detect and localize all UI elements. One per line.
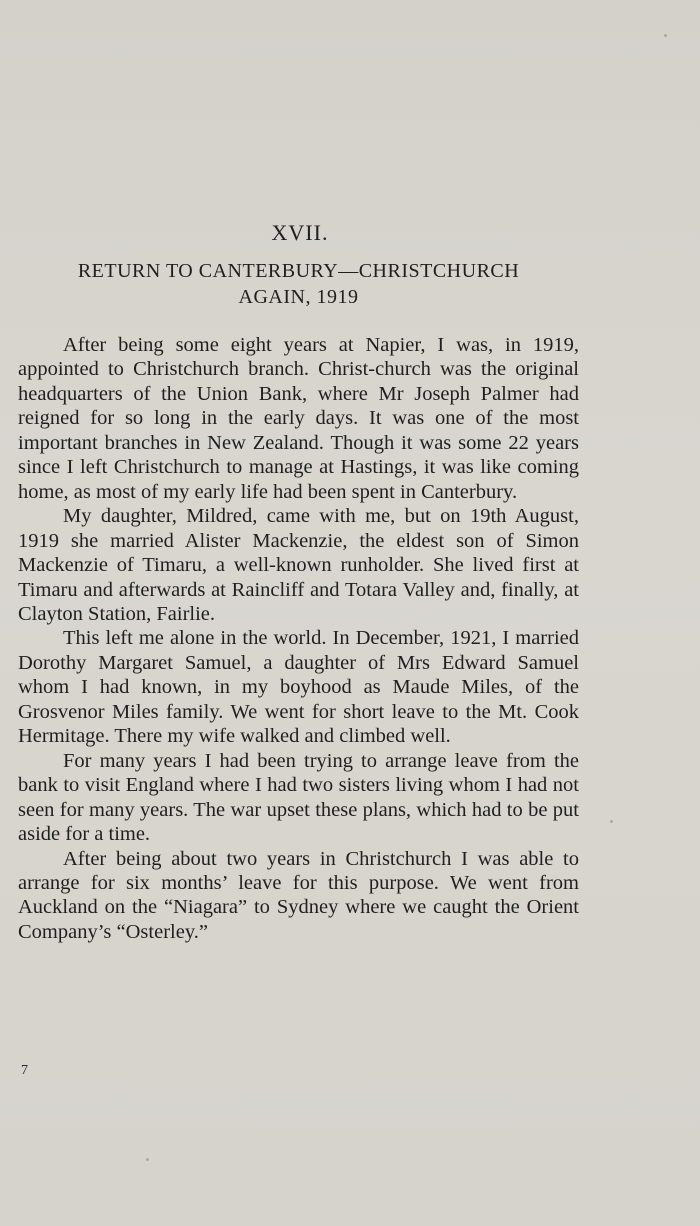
paragraph-5: After being about two years in Christchurch I was able to arrange for six months’ leave for this purpose. We went from Auckland on the “Niagara” to Sydney where we caught the Orient Company’s “Osterley.” [18,847,579,943]
printer-signature-mark: 7 [21,1063,28,1078]
paragraph-3: This left me alone in the world. In December, 1921, I married Dorothy Margaret Samuel, a daughter of Mrs Edward Samuel whom I had known, in my boyhood as Maude Miles, of the Grosvenor Miles family. We went for short leave to the Mt. Cook Hermitage. There my wife walked and climbed well. [18,627,579,748]
chapter-title [18,258,579,310]
paper-speck-1 [664,34,667,37]
paper-speck-2 [146,1158,149,1161]
paragraph-2: My daughter, Mildred, came with me, but on 19th August, 1919 she married Alister Mackenzie, the eldest son of Simon Mackenzie of Timaru, a well-known runholder. She lived first at Timaru and afterwards at Raincliff and Totara Valley and, finally, at Clayton Station, Fairlie. [18,505,579,625]
chapter-number: XVII. [271,220,329,245]
paragraph-4: For many years I had been trying to arrange leave from the bank to visit England where I had two sisters living whom I had not seen for many years. The war upset these plans, which had to be put aside for a time. [18,749,579,846]
body-text [18,333,579,944]
chapter-title-line-2: AGAIN, 1919 [238,286,359,308]
chapter-title-line-1: RETURN TO CANTERBURY—CHRISTCHURCH [77,260,520,282]
paragraph-1: After being some eight years at Napier, I was, in 1919, appointed to Christchurch branch. Christ-church was the original headquarters of the Union Bank, where Mr Joseph Palmer had reigned for so long in the early days. It was one of the most important branches in New Zealand. Though it was some 22 years since I left Christchurch to manage at Hastings, it was like coming home, as most of my early life had been spent in Canterbury. [18,334,579,503]
paper-speck-3 [610,820,613,823]
